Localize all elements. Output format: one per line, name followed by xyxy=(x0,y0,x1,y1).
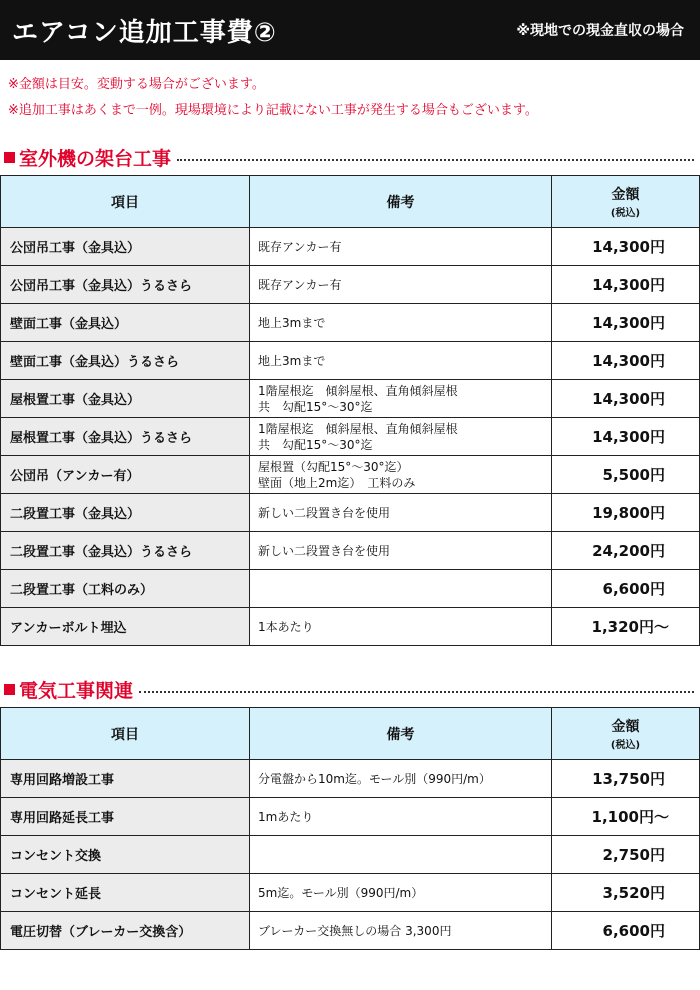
item-cell: 屋根置工事（金具込）うるさら xyxy=(1,418,250,456)
note-line: 既存アンカー有 xyxy=(258,277,342,292)
section-title: 電気工事関連 xyxy=(19,679,134,702)
note-line: 5m迄。モール別（990円/m） xyxy=(258,885,424,900)
note-cell xyxy=(250,798,552,836)
note-cell xyxy=(250,304,552,342)
price-table-electrical xyxy=(0,707,700,950)
item-cell: コンセント交換 xyxy=(1,836,250,874)
item-cell: 二段置工事（金具込） xyxy=(1,494,250,532)
price-cell: 13,750円 xyxy=(552,760,700,798)
item-cell: 公団吊工事（金具込）うるさら xyxy=(1,266,250,304)
price-cell: 2,750円 xyxy=(552,836,700,874)
note-cell xyxy=(250,266,552,304)
column-header-price xyxy=(552,176,700,228)
column-header-price xyxy=(552,708,700,760)
page-title: エアコン追加工事費② xyxy=(12,17,277,48)
note-cell xyxy=(250,494,552,532)
price-label: 金額 xyxy=(611,187,640,203)
price-cell: 1,320円〜 xyxy=(552,608,700,646)
item-cell: コンセント延長 xyxy=(1,874,250,912)
note-line: 新しい二段置き台を使用 xyxy=(258,543,391,558)
price-cell: 14,300円 xyxy=(552,342,700,380)
note-cell xyxy=(250,228,552,266)
note-cell xyxy=(250,570,552,608)
item-cell: 電圧切替（ブレーカー交換含） xyxy=(1,912,250,950)
note-cell xyxy=(250,380,552,418)
table-row xyxy=(1,342,700,380)
page-header xyxy=(0,0,700,60)
item-cell: 専用回路増設工事 xyxy=(1,760,250,798)
table-row xyxy=(1,418,700,456)
table-row xyxy=(1,228,700,266)
note-cell xyxy=(250,532,552,570)
item-cell: 二段置工事（工料のみ） xyxy=(1,570,250,608)
item-cell: アンカーボルト埋込 xyxy=(1,608,250,646)
item-cell: 壁面工事（金具込）うるさら xyxy=(1,342,250,380)
note-line: 1階屋根迄 傾斜屋根、直角傾斜屋根 xyxy=(258,421,458,436)
dotted-divider xyxy=(139,691,694,693)
note-line: 分電盤から10m迄。モール別（990円/m） xyxy=(258,771,491,786)
item-cell: 屋根置工事（金具込） xyxy=(1,380,250,418)
note-line: ブレーカー交換無しの場合 3,300円 xyxy=(258,923,452,938)
price-cell: 6,600円 xyxy=(552,570,700,608)
table-row xyxy=(1,798,700,836)
item-cell: 二段置工事（金具込）うるさら xyxy=(1,532,250,570)
note-line: 壁面（地上2m迄） 工料のみ xyxy=(258,475,416,490)
note-cell xyxy=(250,760,552,798)
note-cell xyxy=(250,456,552,494)
note-cell xyxy=(250,342,552,380)
table-header-row xyxy=(1,708,700,760)
note-line: ※追加工事はあくまで一例。現場環境により記載にない工事が発生する場合もございます。 xyxy=(8,103,538,118)
price-cell: 19,800円 xyxy=(552,494,700,532)
item-cell: 専用回路延長工事 xyxy=(1,798,250,836)
price-cell: 1,100円〜 xyxy=(552,798,700,836)
note-line: 既存アンカー有 xyxy=(258,239,342,254)
price-cell: 14,300円 xyxy=(552,380,700,418)
item-cell: 公団吊工事（金具込） xyxy=(1,228,250,266)
section-title: 室外機の架台工事 xyxy=(19,147,172,170)
note-cell xyxy=(250,608,552,646)
tax-label: (税込) xyxy=(610,740,641,751)
table-row xyxy=(1,494,700,532)
price-cell: 6,600円 xyxy=(552,912,700,950)
note-line: 1階屋根迄 傾斜屋根、直角傾斜屋根 xyxy=(258,383,458,398)
column-header-note: 備考 xyxy=(250,708,552,760)
note-line: 1本あたり xyxy=(258,619,314,634)
note-line: 1mあたり xyxy=(258,809,314,824)
table-row xyxy=(1,836,700,874)
column-header-item: 項目 xyxy=(1,176,250,228)
square-bullet-icon xyxy=(4,684,15,695)
section-heading xyxy=(0,671,700,707)
tax-label: (税込) xyxy=(610,208,641,219)
note-line: 地上3mまで xyxy=(258,315,326,330)
page-subtitle: ※現地での現金直収の場合 xyxy=(516,23,684,39)
table-row xyxy=(1,608,700,646)
note-cell xyxy=(250,874,552,912)
table-header-row xyxy=(1,176,700,228)
price-cell: 3,520円 xyxy=(552,874,700,912)
note-line: 新しい二段置き台を使用 xyxy=(258,505,391,520)
section-heading xyxy=(0,139,700,175)
note-line: 共 勾配15°〜30°迄 xyxy=(258,437,373,452)
table-row xyxy=(1,532,700,570)
table-row xyxy=(1,570,700,608)
note-cell xyxy=(250,912,552,950)
note-line: 屋根置（勾配15°〜30°迄） xyxy=(258,459,409,474)
table-row xyxy=(1,304,700,342)
column-header-item: 項目 xyxy=(1,708,250,760)
dotted-divider xyxy=(177,159,694,161)
table-row xyxy=(1,456,700,494)
table-row xyxy=(1,380,700,418)
price-cell: 14,300円 xyxy=(552,228,700,266)
price-cell: 14,300円 xyxy=(552,418,700,456)
table-row xyxy=(1,874,700,912)
note-cell xyxy=(250,418,552,456)
notes xyxy=(0,60,700,124)
item-cell: 壁面工事（金具込） xyxy=(1,304,250,342)
price-cell: 14,300円 xyxy=(552,266,700,304)
column-header-note: 備考 xyxy=(250,176,552,228)
note-cell xyxy=(250,836,552,874)
note-line: 地上3mまで xyxy=(258,353,326,368)
item-cell: 公団吊（アンカー有） xyxy=(1,456,250,494)
table-row xyxy=(1,760,700,798)
square-bullet-icon xyxy=(4,152,15,163)
note-line: ※金額は目安。変動する場合がございます。 xyxy=(8,77,265,92)
price-cell: 5,500円 xyxy=(552,456,700,494)
price-cell: 14,300円 xyxy=(552,304,700,342)
table-row xyxy=(1,266,700,304)
table-row xyxy=(1,912,700,950)
note-line: 共 勾配15°〜30°迄 xyxy=(258,399,373,414)
price-table-outdoor-unit xyxy=(0,175,700,646)
price-cell: 24,200円 xyxy=(552,532,700,570)
price-label: 金額 xyxy=(611,719,640,735)
